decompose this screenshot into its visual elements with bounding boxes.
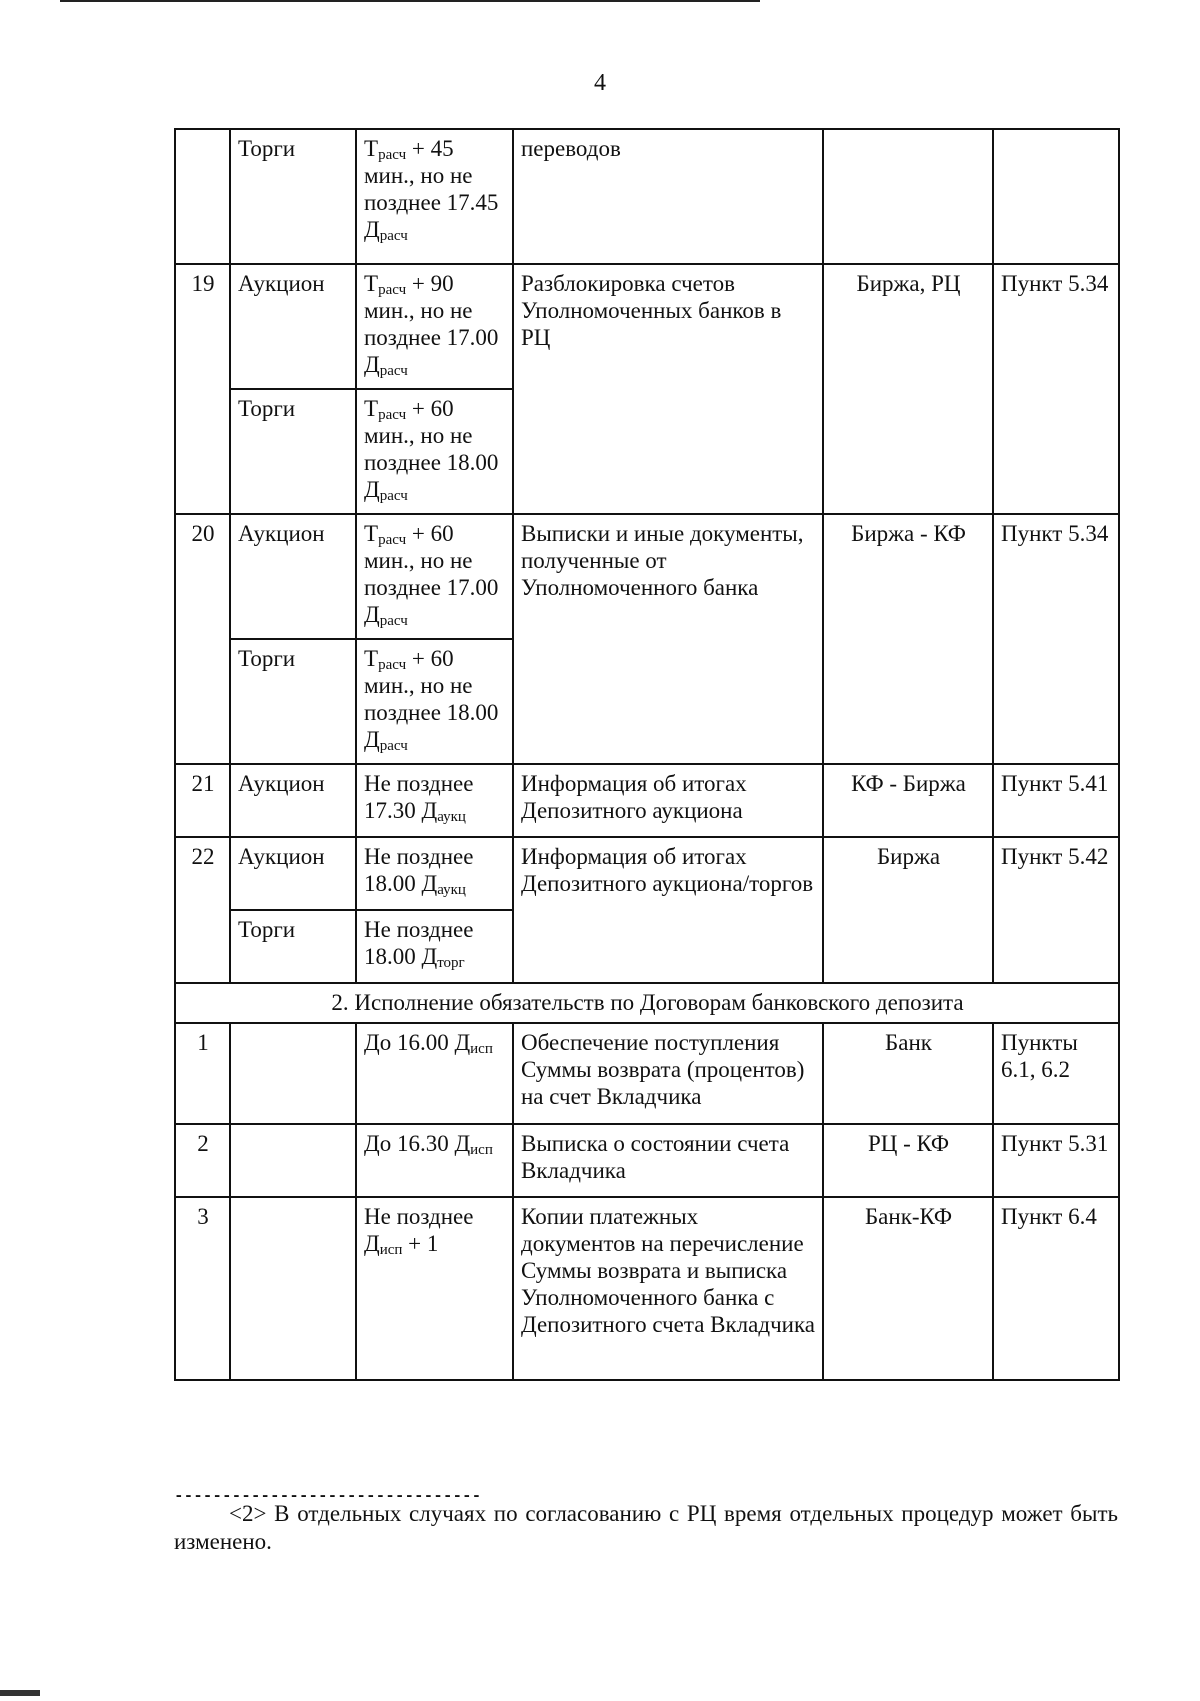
party-cell (823, 129, 993, 264)
procedure-type: Торги (230, 389, 356, 514)
party-cell: Биржа - КФ (823, 514, 993, 764)
party-cell: Банк-КФ (823, 1197, 993, 1380)
action-cell: Обеспечение поступления Суммы возврата (процентов) на счет Вкладчика (513, 1023, 823, 1124)
row-number: 1 (175, 1023, 230, 1124)
reference-cell: Пункт 6.4 (993, 1197, 1119, 1380)
time-cell: Не позднее $Д_{исп} + 1$ (356, 1197, 513, 1380)
time-cell: $Т_{расч} + 45$ мин., но не позднее 17.45 $Д_{расч}$ (356, 129, 513, 264)
procedure-type (230, 1124, 356, 1197)
party-cell: РЦ - КФ (823, 1124, 993, 1197)
table-row (175, 1197, 1119, 1380)
procedure-type (230, 1023, 356, 1124)
time-cell: $Т_{расч} + 60$ мин., но не позднее 18.00 $Д_{расч}$ (356, 389, 513, 514)
procedure-type: Аукцион (230, 764, 356, 837)
table-row (175, 1023, 1119, 1124)
row-number: 21 (175, 764, 230, 837)
action-cell: переводов (513, 129, 823, 264)
time-cell: До 16.30 $Д_{исп}$ (356, 1124, 513, 1197)
procedure-type: Аукцион (230, 264, 356, 389)
scan-edge-line (60, 0, 760, 2)
time-cell: $Т_{расч} + 60$ мин., но не позднее 18.00 $Д_{расч}$ (356, 639, 513, 764)
schedule-table (174, 128, 1120, 1381)
page-number: 4 (594, 70, 606, 96)
time-cell: До 16.00 $Д_{исп}$ (356, 1023, 513, 1124)
party-cell: Биржа, РЦ (823, 264, 993, 514)
footnote-separator: -------------------------------- (174, 1487, 482, 1505)
table-row (175, 264, 1119, 389)
reference-cell: Пункт 5.34 (993, 264, 1119, 514)
reference-cell: Пункт 5.31 (993, 1124, 1119, 1197)
reference-cell (993, 129, 1119, 264)
row-number: 3 (175, 1197, 230, 1380)
action-cell: Разблокировка счетов Уполномоченных банков в РЦ (513, 264, 823, 514)
table-row (175, 764, 1119, 837)
reference-cell: Пункт 5.34 (993, 514, 1119, 764)
reference-cell: Пункт 5.41 (993, 764, 1119, 837)
footnote-text: <2> В отдельных случаях по согласованию с РЦ время отдельных процедур может быть изменено. (174, 1501, 1118, 1554)
procedure-type: Торги (230, 910, 356, 983)
action-cell: Информация об итогах Депозитного аукциона (513, 764, 823, 837)
table-row (175, 129, 1119, 264)
time-cell: Не позднее 17.30 $Д_{аукц}$ (356, 764, 513, 837)
procedure-type: Аукцион (230, 514, 356, 639)
row-number: 2 (175, 1124, 230, 1197)
table-row (175, 1124, 1119, 1197)
reference-cell: Пункт 5.42 (993, 837, 1119, 983)
row-number: 22 (175, 837, 230, 983)
time-cell: $Т_{расч} + 60$ мин., но не позднее 17.00 $Д_{расч}$ (356, 514, 513, 639)
row-number: 19 (175, 264, 230, 514)
time-cell: Не позднее 18.00 $Д_{торг}$ (356, 910, 513, 983)
party-cell: Банк (823, 1023, 993, 1124)
action-cell: Информация об итогах Депозитного аукциона/торгов (513, 837, 823, 983)
procedure-type: Торги (230, 639, 356, 764)
reference-cell: Пункты 6.1, 6.2 (993, 1023, 1119, 1124)
row-number: 20 (175, 514, 230, 764)
procedure-type: Аукцион (230, 837, 356, 910)
procedure-type (230, 1197, 356, 1380)
procedure-type: Торги (230, 129, 356, 264)
table-row (175, 514, 1119, 639)
scan-edge-mark (0, 1690, 40, 1696)
action-cell: Копии платежных документов на перечисление Суммы возврата и выписка Уполномоченного банка с Депозитного счета Вкладчика (513, 1197, 823, 1380)
action-cell: Выписка о состоянии счета Вкладчика (513, 1124, 823, 1197)
party-cell: Биржа (823, 837, 993, 983)
row-number (175, 129, 230, 264)
time-cell: Не позднее 18.00 $Д_{аукц}$ (356, 837, 513, 910)
time-cell: $Т_{расч} + 90$ мин., но не позднее 17.00 $Д_{расч}$ (356, 264, 513, 389)
section-title: 2. Исполнение обязательств по Договорам банковского депозита (175, 983, 1119, 1023)
section-row (175, 983, 1119, 1023)
table-row (175, 837, 1119, 910)
party-cell: КФ - Биржа (823, 764, 993, 837)
action-cell: Выписки и иные документы, полученные от Уполномоченного банка (513, 514, 823, 764)
